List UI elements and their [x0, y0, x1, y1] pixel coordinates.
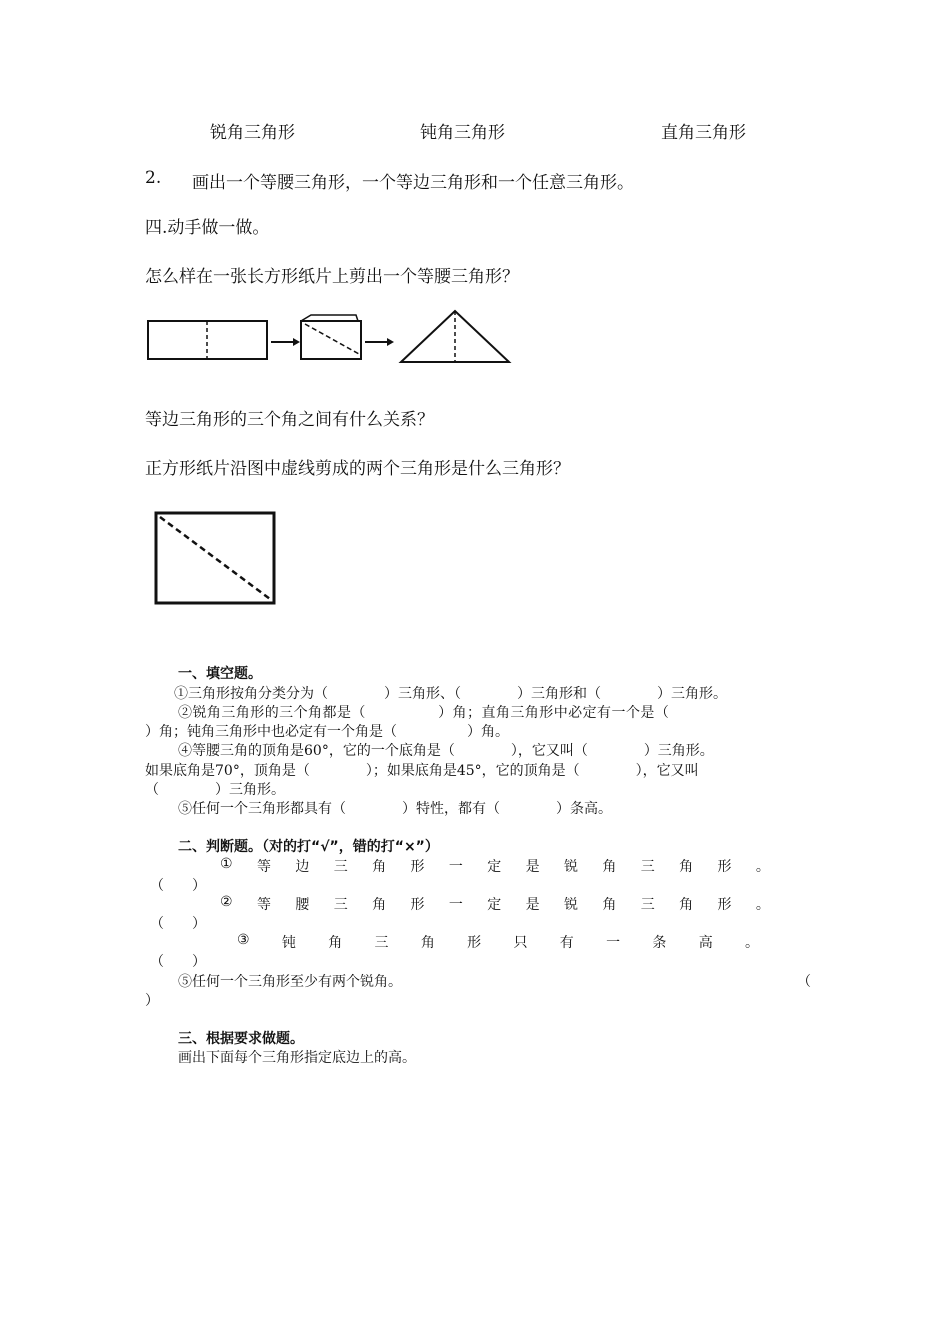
- section-4-question-2: 等边三角形的三个角之间有什么关系？: [145, 410, 434, 430]
- judge-answer-1[interactable]: （ ）: [150, 878, 206, 894]
- diagonal-cut-line: [160, 517, 270, 599]
- fill-line-4a: ④等腰三角的顶角是60°，它的一个底角是（ ），它又叫（ ）三角形。: [178, 743, 714, 759]
- fill-line-2a: ②锐角三角形的三个角都是（ ）角；直角三角形中必定有一个是（: [178, 705, 670, 721]
- section-4-title: 四.动手做一做。: [145, 218, 270, 238]
- fill-blank-title: 一、填空题。: [178, 666, 262, 682]
- section-4-question-1: 怎么样在一张长方形纸片上剪出一个等腰三角形？: [145, 267, 519, 287]
- folded-paper: [301, 321, 361, 359]
- cut-line: [305, 324, 359, 354]
- label-right-triangle: 直角三角形: [661, 123, 746, 143]
- label-acute-triangle: 锐角三角形: [210, 123, 295, 143]
- fill-line-2b: ）角；钝角三角形中也必定有一个角是（ ）角。: [145, 724, 509, 740]
- arrow-1-head: [293, 338, 300, 346]
- judge-answer-3[interactable]: （ ）: [150, 954, 206, 970]
- section-3-title: 三、根据要求做题。: [178, 1031, 304, 1047]
- judge-statement-2: ② 等 腰 三 角 形 一 定 是 锐 角 三 角 形 。: [220, 894, 770, 913]
- section-3-text: 画出下面每个三角形指定底边上的高。: [178, 1050, 416, 1066]
- section-4-question-3: 正方形纸片沿图中虚线剪成的两个三角形是什么三角形？: [145, 459, 570, 479]
- fold-diagram: [145, 308, 515, 368]
- judge-answer-2[interactable]: （ ）: [150, 916, 206, 932]
- judge-statement-5: ⑤任何一个三角形至少有两个锐角。: [178, 974, 402, 990]
- square-diagram: [154, 511, 278, 607]
- judge-statement-3: ③ 钝 角 三 角 形 只 有 一 条 高 。: [237, 932, 759, 951]
- judge-title: 二、判断题。（对的打“√”，错的打“×”）: [178, 839, 439, 855]
- question-2-number: 2.: [145, 168, 162, 188]
- fill-line-4c: （ ）三角形。: [145, 782, 285, 798]
- question-2-text: 画出一个等腰三角形，一个等边三角形和一个任意三角形。: [192, 173, 634, 193]
- fill-line-5: ⑤任何一个三角形都具有（ ）特性，都有（ ）条高。: [178, 801, 612, 817]
- arrow-2-head: [387, 338, 394, 346]
- fill-line-1: ①三角形按角分类分为（ ）三角形、（ ）三角形和（ ）三角形。: [174, 686, 727, 702]
- rectangle-paper: [148, 321, 267, 359]
- judge-statement-1: ① 等 边 三 角 形 一 定 是 锐 角 三 角 形 。: [220, 856, 770, 875]
- judge-answer-5-open[interactable]: （: [797, 974, 811, 990]
- label-obtuse-triangle: 钝角三角形: [420, 123, 505, 143]
- judge-answer-5-close[interactable]: ）: [145, 993, 159, 1009]
- fill-line-4b: 如果底角是70°，顶角是（ ）；如果底角是45°，它的顶角是（ ），它又叫: [145, 763, 699, 779]
